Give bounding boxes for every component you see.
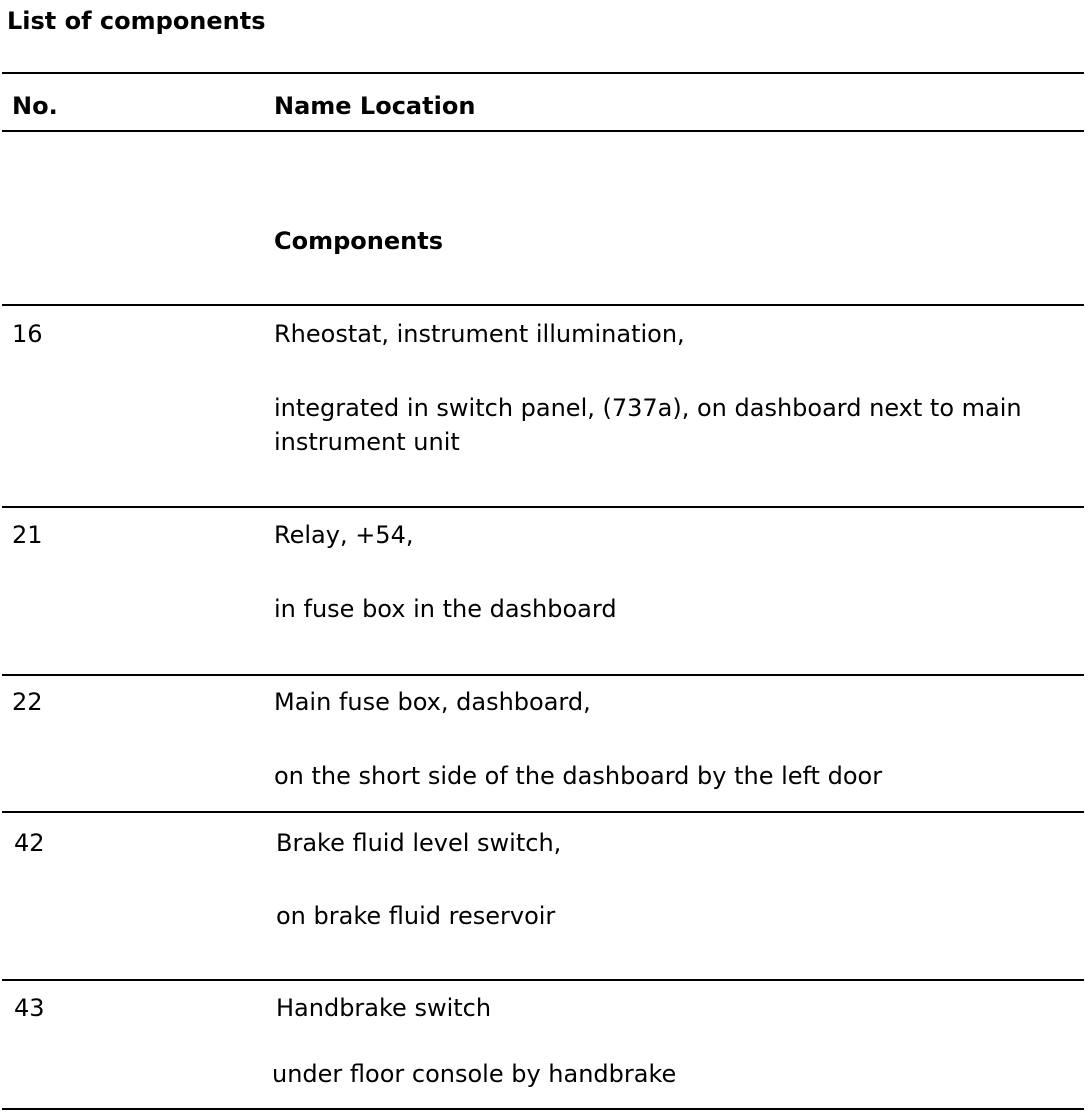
page-title: List of components: [7, 7, 266, 35]
row-number: 16: [12, 320, 43, 348]
column-header-name-location: Name Location: [274, 92, 476, 120]
row-divider: [2, 979, 1084, 981]
row-number: 22: [12, 688, 43, 716]
component-name: Handbrake switch: [276, 994, 492, 1022]
row-number: 42: [14, 829, 45, 857]
component-location: on brake fluid reservoir: [276, 902, 556, 930]
row-number: 43: [14, 994, 45, 1022]
section-rule: [2, 304, 1084, 306]
component-location: on the short side of the dashboard by the left door: [274, 762, 883, 790]
row-number: 21: [12, 521, 43, 549]
component-name: Brake fluid level switch,: [276, 829, 562, 857]
component-location: integrated in switch panel, (737a), on dashboard next to main instrument unit: [274, 394, 1022, 456]
component-name: Rheostat, instrument illumination,: [274, 320, 685, 348]
section-heading: Components: [274, 227, 443, 255]
component-name: Relay, +54,: [274, 521, 414, 549]
component-location: in fuse box in the dashboard: [274, 595, 617, 623]
component-location: under floor console by handbrake: [272, 1060, 677, 1088]
table-top-rule: [2, 72, 1084, 74]
component-name: Main fuse box, dashboard,: [274, 688, 591, 716]
table-bottom-rule: [2, 1108, 1084, 1110]
column-header-no: No.: [12, 92, 58, 120]
row-divider: [2, 674, 1084, 676]
row-divider: [2, 506, 1084, 508]
header-bottom-rule: [2, 130, 1084, 132]
row-divider: [2, 811, 1084, 813]
